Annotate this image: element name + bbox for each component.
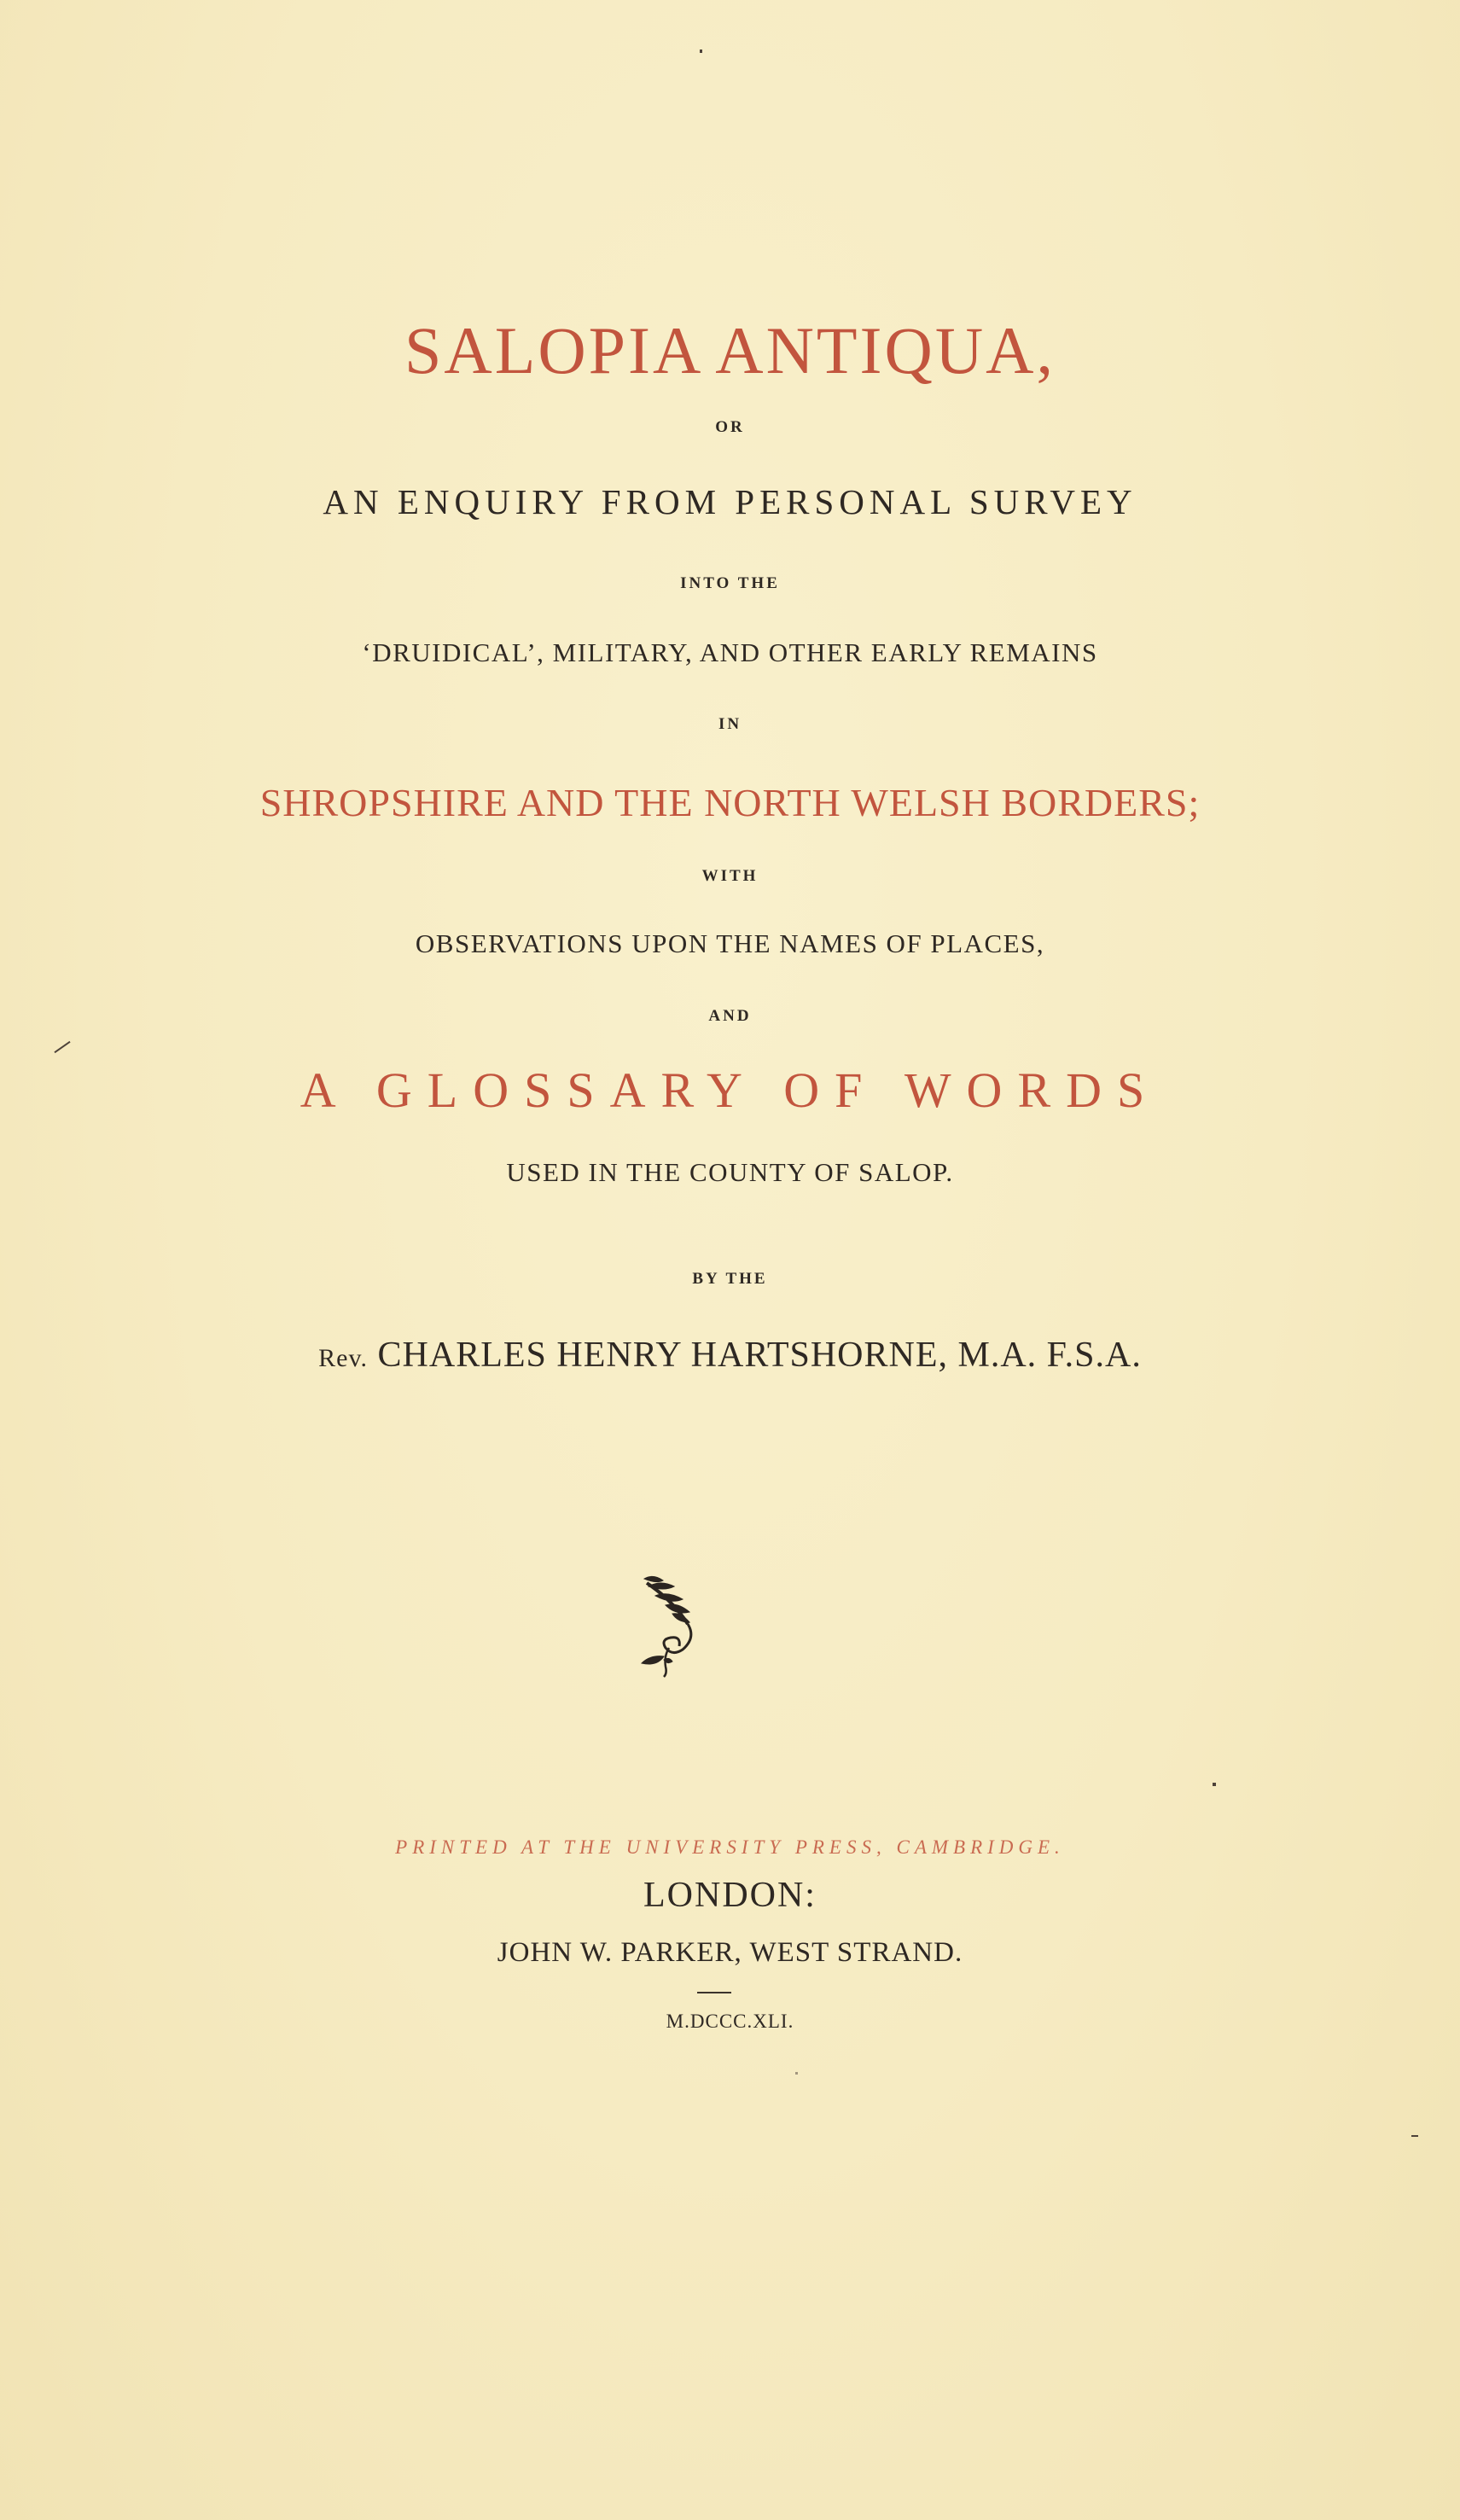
connector-with: WITH xyxy=(701,867,759,885)
connector-into-the: INTO THE xyxy=(680,574,780,592)
printer-imprint: PRINTED AT THE UNIVERSITY PRESS, CAMBRIDGE. xyxy=(395,1836,1065,1858)
subtitle-observations: OBSERVATIONS UPON THE NAMES OF PLACES, xyxy=(415,928,1045,958)
subtitle-glossary: A GLOSSARY OF WORDS xyxy=(300,1062,1160,1118)
imprint-date: M.DCCC.XLI. xyxy=(666,2011,794,2032)
author-line xyxy=(0,1337,1460,1373)
book-title: SALOPIA ANTIQUA, xyxy=(404,313,1056,387)
author-name: CHARLES HENRY HARTSHORNE, M.A. F.S.A. xyxy=(377,1336,1142,1375)
paper-speck xyxy=(1213,1783,1216,1786)
subtitle-enquiry: AN ENQUIRY FROM PERSONAL SURVEY xyxy=(323,482,1137,521)
connector-and: AND xyxy=(708,1007,752,1025)
paper-speck xyxy=(795,2072,798,2075)
imprint-city: LONDON: xyxy=(643,1876,817,1915)
paper-speck xyxy=(1411,2135,1418,2137)
author-prefix: Rev. xyxy=(318,1344,369,1372)
connector-or: OR xyxy=(715,418,745,436)
imprint-divider xyxy=(697,1992,731,1993)
paper-speck xyxy=(700,49,702,53)
connector-by-the: BY THE xyxy=(692,1270,768,1288)
printer-vine-ornament-icon xyxy=(631,1566,717,1694)
subtitle-shropshire: SHROPSHIRE AND THE NORTH WELSH BORDERS; xyxy=(259,781,1201,824)
subtitle-remains: ‘DRUIDICAL’, MILITARY, AND OTHER EARLY REMAINS xyxy=(362,637,1098,667)
paper-mark xyxy=(54,1041,70,1053)
imprint-publisher: JOHN W. PARKER, WEST STRAND. xyxy=(497,1937,963,1968)
subtitle-county: USED IN THE COUNTY OF SALOP. xyxy=(506,1157,954,1187)
connector-in: IN xyxy=(718,715,742,733)
